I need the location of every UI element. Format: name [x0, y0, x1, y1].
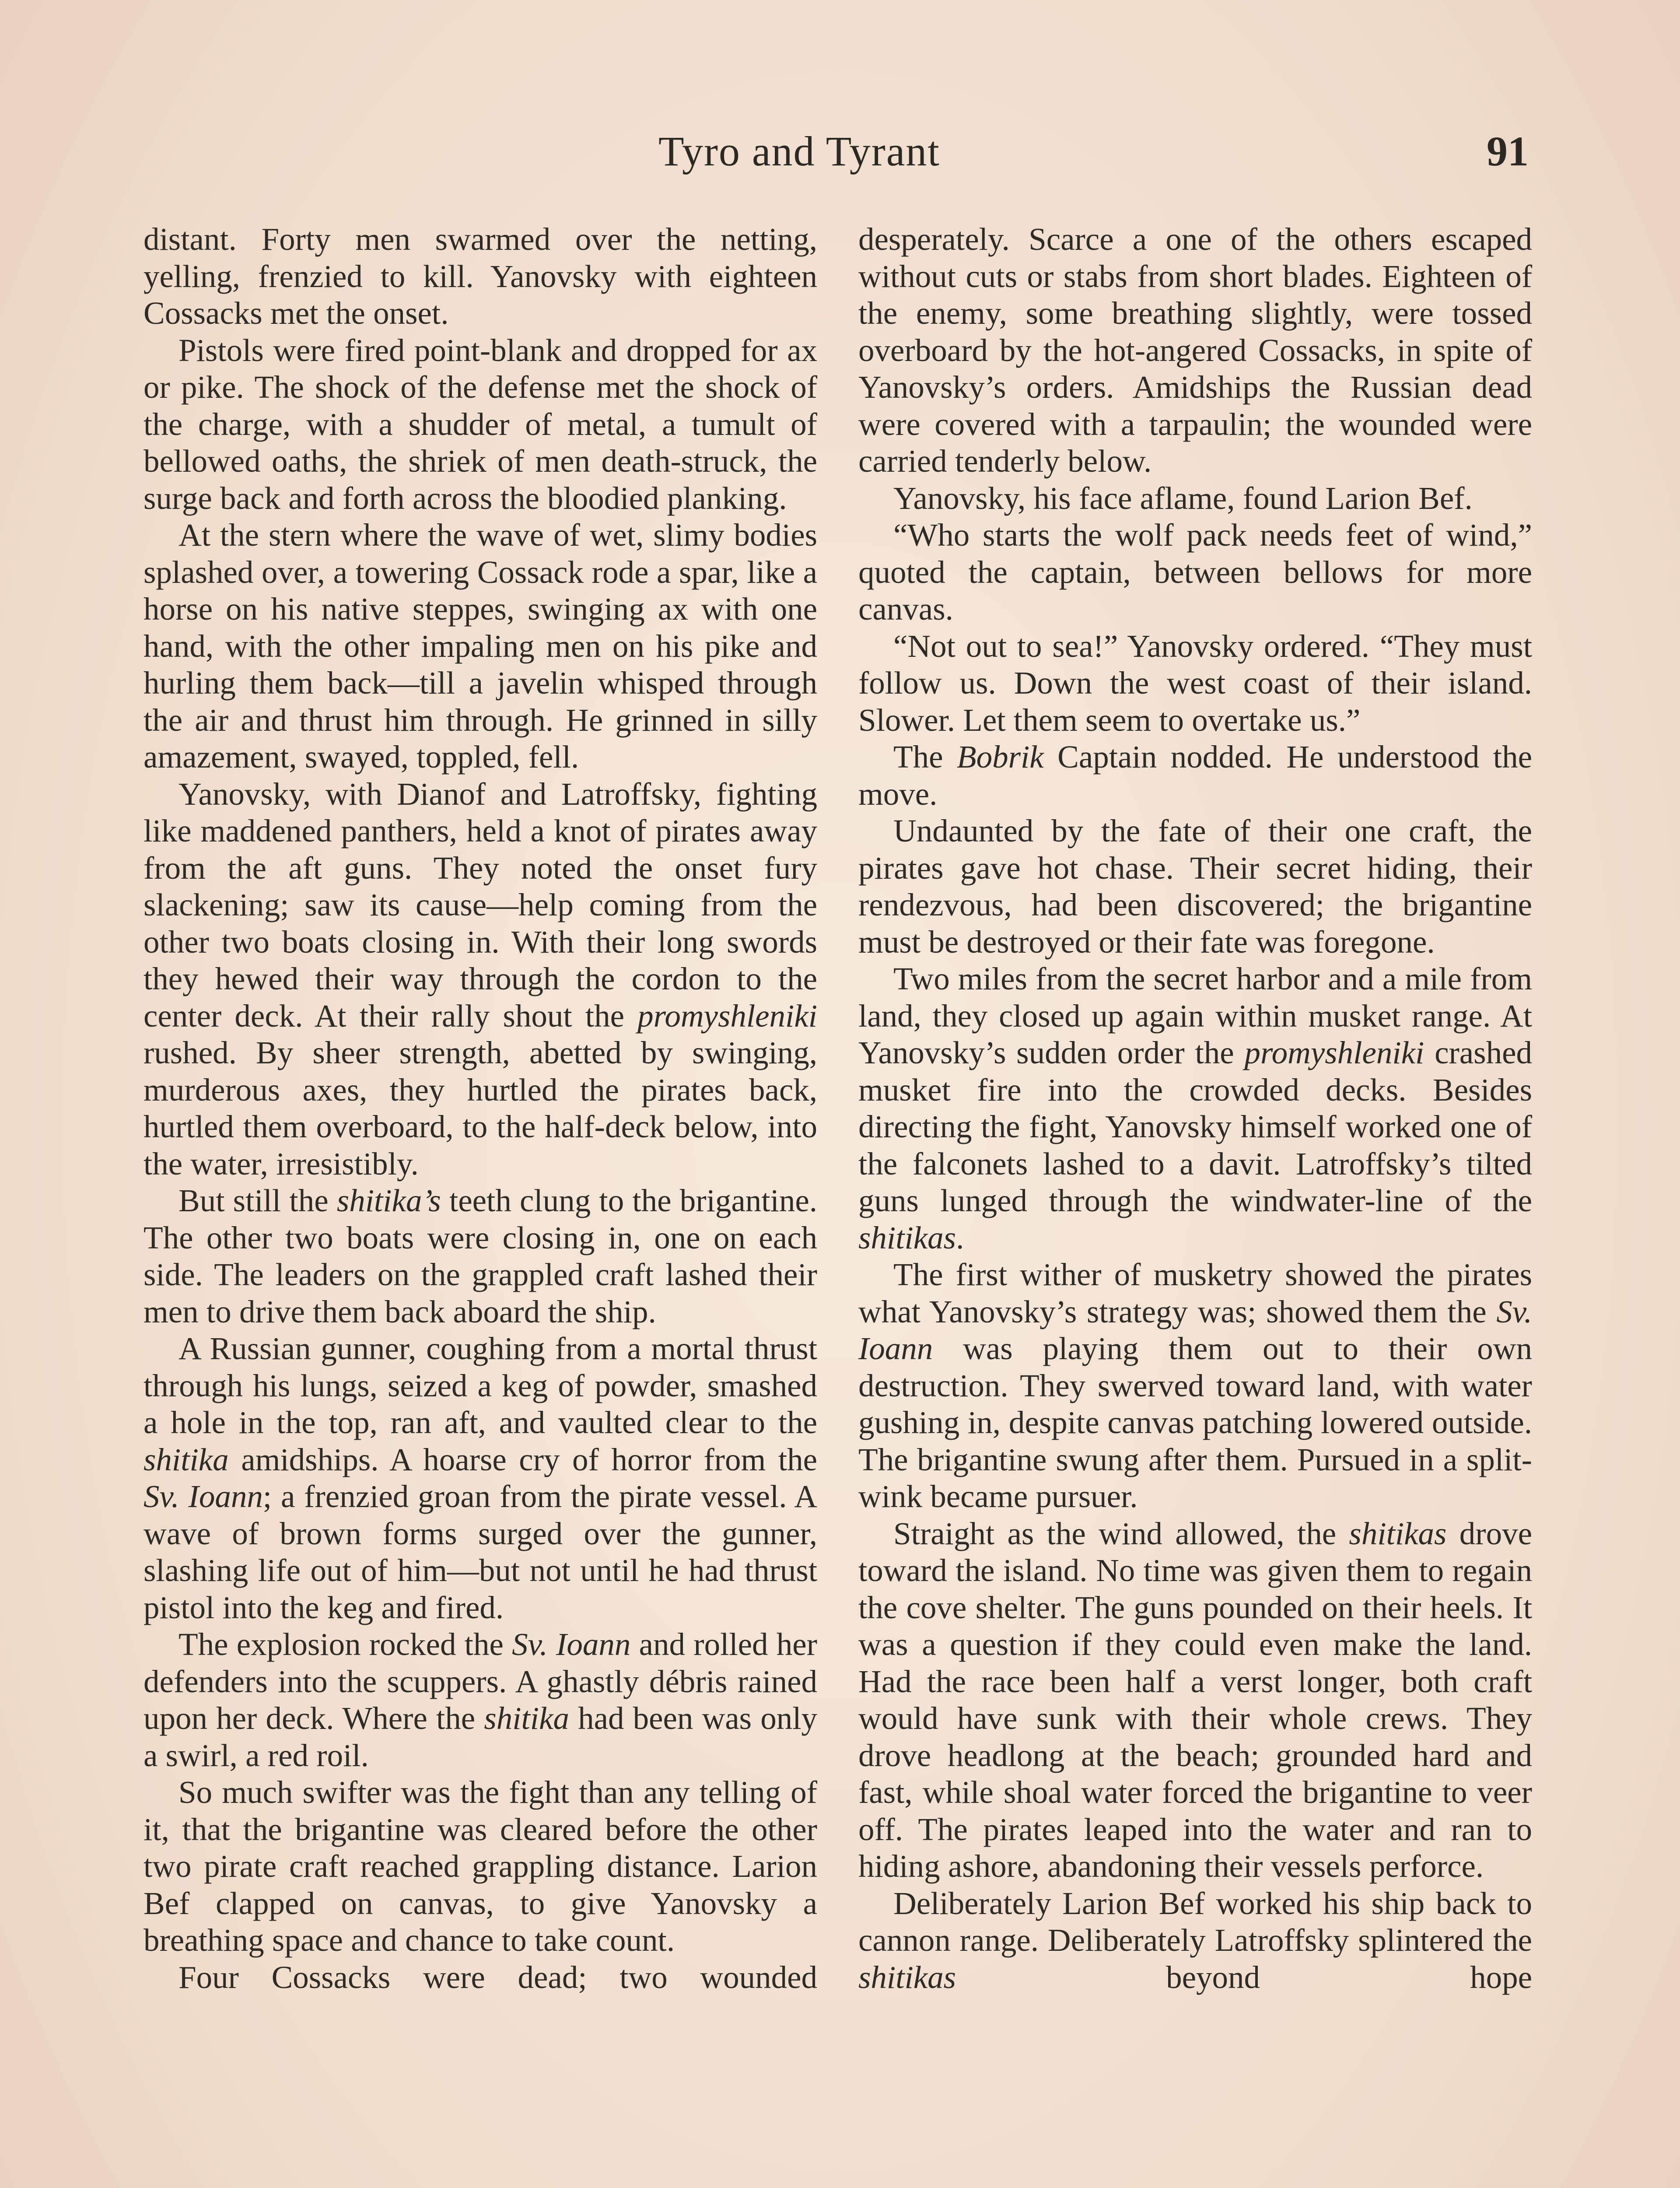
paragraph: Straight as the wind allowed, the shitikas drove toward the island. No time was given them to regain the cove shelter. The guns pounded on their heels. It was a question if they could even make the land. Had the race been half a verst longer, both craft would have sunk with their whole crews. They drove headlong at the beach; grounded hard and fast, while shoal water forced the brigantine to veer off. The pirates leaped into the water and ran to hiding ashore, abandoning their vessels perforce. [858, 1515, 1532, 1884]
italic-term: Sv. Ioann [144, 1479, 263, 1514]
right-column [858, 221, 1532, 1996]
italic-term: Sv. Ioann [858, 1294, 1532, 1366]
paragraph: At the stern where the wave of wet, slimy bodies splashed over, a towering Cossack rode a spar, like a horse on his native steppes, swinging ax with one hand, with the other impaling men on his pike and hurling them back—till a javelin whisped through the air and thrust him through. He grinned in silly amazement, swayed, toppled, fell. [144, 517, 817, 775]
italic-term: shitikas [858, 1959, 956, 1995]
paragraph: distant. Forty men swarmed over the netting, yelling, frenzied to kill. Yanovsky with eighteen Cossacks met the onset. [144, 221, 817, 331]
italic-term: shitika [484, 1701, 569, 1736]
italic-term: shitika’s [336, 1183, 441, 1218]
paragraph: Two miles from the secret harbor and a mile from land, they closed up again within musket range. At Yanovsky’s sudden order the promyshleniki crashed musket fire into the crowded decks. Besides directing the fight, Yanovsky himself worked one of the falconets lashed to a davit. Latroffsky’s tilted guns lunged through the windwater-line of the shitikas. [858, 961, 1532, 1255]
italic-term: promyshleniki [637, 998, 817, 1034]
paragraph: The first wither of musketry showed the pirates what Yanovsky’s strategy was; showed them the Sv. Ioann was playing them out to their own destruction. They swerved toward land, with water gushing in, despite canvas patching lowered outside. The brigantine swung after them. Pursued in a split-wink became pursuer. [858, 1257, 1532, 1514]
paragraph: Four Cossacks were dead; two wounded [178, 1959, 817, 1995]
paragraph: Yanovsky, his face aflame, found Larion Bef. [893, 480, 1473, 516]
paragraph: The explosion rocked the Sv. Ioann and rolled her defenders into the scuppers. A ghastly débris rained upon her deck. Where the shitika had been was only a swirl, a red roil. [144, 1627, 818, 1773]
paragraph: “Not out to sea!” Yanovsky ordered. “They must follow us. Down the west coast of their island. Slower. Let them seem to overtake us.” [858, 628, 1532, 738]
paragraph: Yanovsky, with Dianof and Latroffsky, fighting like maddened panthers, held a knot of pirates away from the aft guns. They noted the onset fury slackening; saw its cause—help coming from the other two boats closing in. With their long swords they hewed their way through the cordon to the center deck. At their rally shout the promyshleniki rushed. By sheer strength, abetted by swinging, murderous axes, they hurtled the pirates back, hurtled them overboard, to the half-deck below, into the water, irresistibly. [144, 776, 817, 1182]
page-number: 91 [1487, 128, 1529, 175]
italic-term: shitikas [858, 1220, 956, 1255]
italic-term: shitika [144, 1441, 229, 1477]
paragraph: “Who starts the wolf pack needs feet of wind,” quoted the captain, between bellows for more canvas. [858, 517, 1532, 627]
running-head [0, 127, 1680, 179]
paragraph: So much swifter was the fight than any telling of it, that the brigantine was cleared before the other two pirate craft reached grappling distance. Larion Bef clapped on canvas, to give Yanovsky a breathing space and chance to take count. [144, 1774, 817, 1958]
paragraph: Deliberately Larion Bef worked his ship back to cannon range. Deliberately Latroffsky splintered the shitikas beyond hope [858, 1885, 1532, 1995]
paragraph: But still the shitika’s teeth clung to the brigantine. The other two boats were closing in, one on each side. The leaders on the grappled craft lashed their men to drive them back aboard the ship. [144, 1183, 817, 1329]
italic-term: Sv. Ioann [512, 1627, 631, 1662]
paragraph: A Russian gunner, coughing from a mortal thrust through his lungs, seized a keg of powder, smashed a hole in the top, ran aft, and vaulted clear to the shitika amidships. A hoarse cry of horror from the Sv. Ioann; a frenzied groan from the pirate vessel. A wave of brown forms surged over the gunner, slashing life out of him—but not until he had thrust pistol into the keg and fired. [144, 1331, 817, 1625]
running-title: Tyro and Tyrant [658, 128, 940, 175]
paragraph: The Bobrik Captain nodded. He understood the move. [858, 739, 1532, 812]
paragraph: Pistols were fired point-blank and dropped for ax or pike. The shock of the defense met the shock of the charge, with a shudder of metal, a tumult of bellowed oaths, the shriek of men death-struck, the surge back and forth across the bloodied planking. [144, 332, 817, 516]
italic-term: shitikas [1349, 1515, 1447, 1551]
left-column [144, 221, 817, 1996]
italic-term: promyshleniki [1244, 1035, 1424, 1070]
paragraph: desperately. Scarce a one of the others escaped without cuts or stabs from short blades. Eighteen of the enemy, some breathing slightly, were tossed overboard by the hot-angered Cossacks, in spite of Yanovsky’s orders. Amidships the Russian dead were covered with a tarpaulin; the wounded were carried tenderly below. [858, 221, 1532, 479]
paragraph: Undaunted by the fate of their one craft, the pirates gave hot chase. Their secret hiding, their rendezvous, had been discovered; the brigantine must be destroyed or their fate was foregone. [858, 813, 1532, 960]
italic-term: Bobrik [956, 739, 1044, 775]
